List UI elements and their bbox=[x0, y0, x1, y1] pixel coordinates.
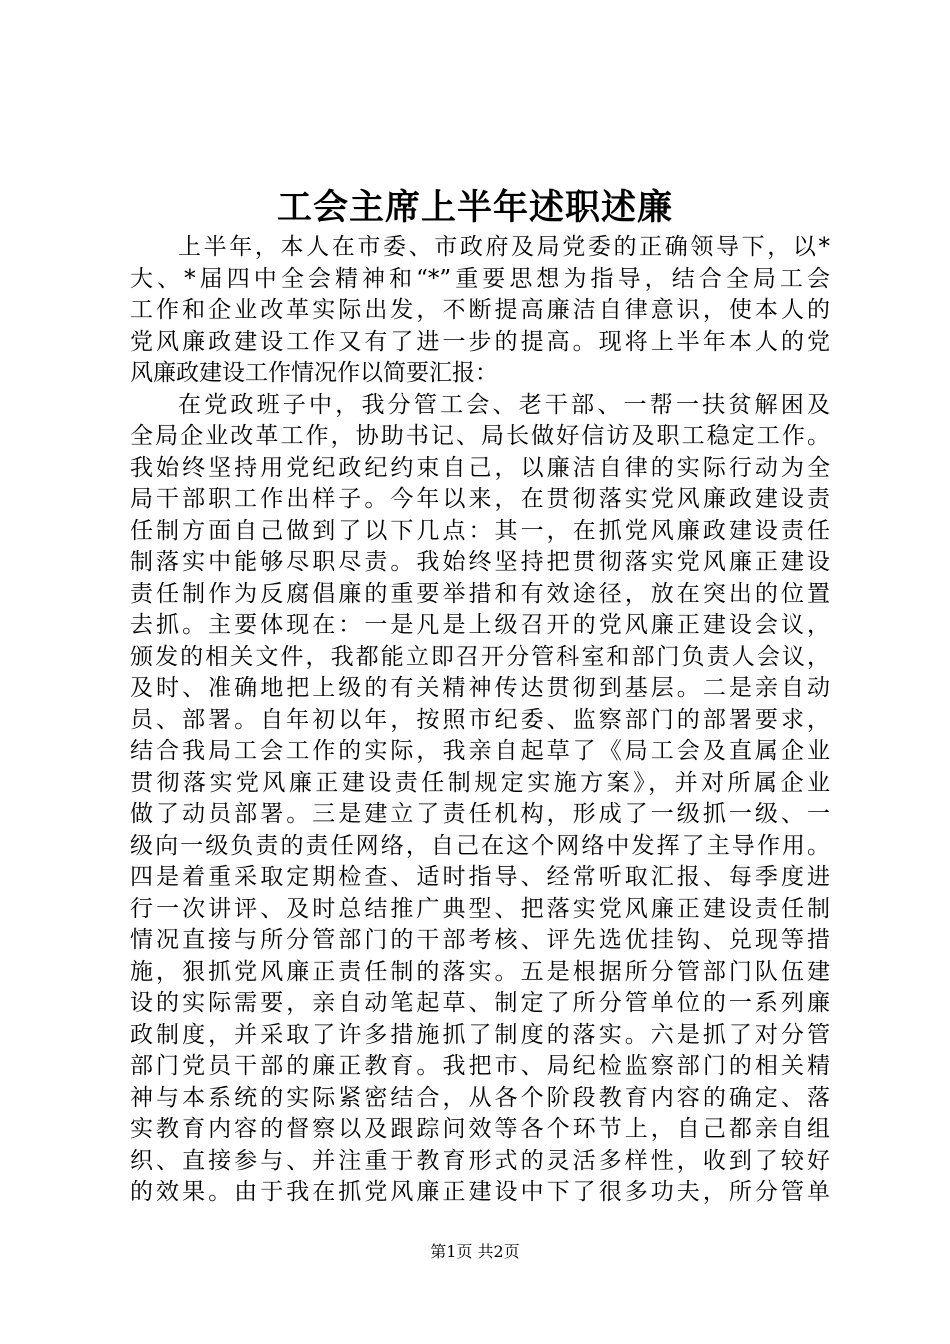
body-line: 级向一级负责的责任网络，自己在这个网络中发挥了主导作用。 bbox=[130, 832, 830, 859]
body-line: 全局企业改革工作，协助书记、局长做好信访及职工稳定工作。 bbox=[130, 423, 830, 449]
body-line: 颁发的相关文件，我都能立即召开分管科室和部门负责人会议， bbox=[130, 643, 830, 670]
body-line: 大、*届四中全会精神和“*”重要思想为指导，结合全局工会 bbox=[130, 265, 830, 292]
document-title: 工会主席上半年述职述廉 bbox=[276, 187, 673, 228]
body-line: 做了动员部署。三是建立了责任机构，形成了一级抓一级、一 bbox=[130, 801, 830, 827]
body-line: 在党政班子中，我分管工会、老干部、一帮一扶贫解困及 bbox=[178, 391, 830, 418]
body-line: 实教育内容的督察以及跟踪问效等各个环节上，自己都亲自组 bbox=[130, 1116, 830, 1142]
body-line: 设的实际需要，亲自动笔起草、制定了所分管单位的一系列廉 bbox=[130, 990, 830, 1016]
body-line: 神与本系统的实际紧密结合，从各个阶段教育内容的确定、落 bbox=[130, 1084, 830, 1111]
body-line: 施，狠抓党风廉正责任制的落实。五是根据所分管部门队伍建 bbox=[130, 958, 830, 985]
body-line: 工作和企业改革实际出发，不断提高廉洁自律意识，使本人的 bbox=[130, 297, 830, 323]
body-line: 织、直接参与、并注重于教育形式的灵活多样性，收到了较好 bbox=[130, 1147, 830, 1174]
body-line: 上半年，本人在市委、市政府及局党委的正确领导下，以* bbox=[178, 234, 830, 260]
body-line: 四是着重采取定期检查、适时指导、经常听取汇报、每季度进 bbox=[130, 864, 830, 890]
body-line: 风廉政建设工作情况作以简要汇报： bbox=[130, 360, 498, 386]
body-line: 任制方面自己做到了以下几点：其一，在抓党风廉政建设责任 bbox=[130, 517, 830, 544]
body-line: 的效果。由于我在抓党风廉正建设中下了很多功夫，所分管单 bbox=[130, 1179, 830, 1205]
body-line: 我始终坚持用党纪政纪约束自己，以廉洁自律的实际行动为全 bbox=[130, 454, 830, 481]
body-line: 责任制作为反腐倡廉的重要举措和有效途径，放在突出的位置 bbox=[130, 580, 830, 607]
page-footer: 第1页 共2页 bbox=[430, 1242, 520, 1261]
body-line: 情况直接与所分管部门的干部考核、评先选优挂钩、兑现等措 bbox=[130, 927, 830, 953]
body-line: 员、部署。自年初以年，按照市纪委、监察部门的部署要求， bbox=[130, 706, 830, 733]
body-line: 部门党员干部的廉正教育。我把市、局纪检监察部门的相关精 bbox=[130, 1053, 830, 1079]
body-line: 结合我局工会工作的实际，我亲自起草了《局工会及直属企业 bbox=[130, 738, 830, 764]
body-line: 贯彻落实党风廉正建设责任制规定实施方案》，并对所属企业 bbox=[130, 769, 830, 796]
body-line: 行一次讲评、及时总结推广典型、把落实党风廉正建设责任制 bbox=[130, 895, 830, 922]
body-line: 政制度，并采取了许多措施抓了制度的落实。六是抓了对分管 bbox=[130, 1021, 830, 1048]
body-line: 党风廉政建设工作又有了进一步的提高。现将上半年本人的党 bbox=[130, 328, 830, 355]
body-line: 局干部职工作出样子。今年以来，在贯彻落实党风廉政建设责 bbox=[130, 486, 830, 512]
body-line: 及时、准确地把上级的有关精神传达贯彻到基层。二是亲自动 bbox=[130, 675, 830, 701]
document-body bbox=[130, 232, 830, 1209]
body-line: 去抓。主要体现在：一是凡是上级召开的党风廉正建设会议， bbox=[130, 612, 830, 638]
body-line: 制落实中能够尽职尽责。我始终坚持把贯彻落实党风廉正建设 bbox=[130, 549, 830, 575]
